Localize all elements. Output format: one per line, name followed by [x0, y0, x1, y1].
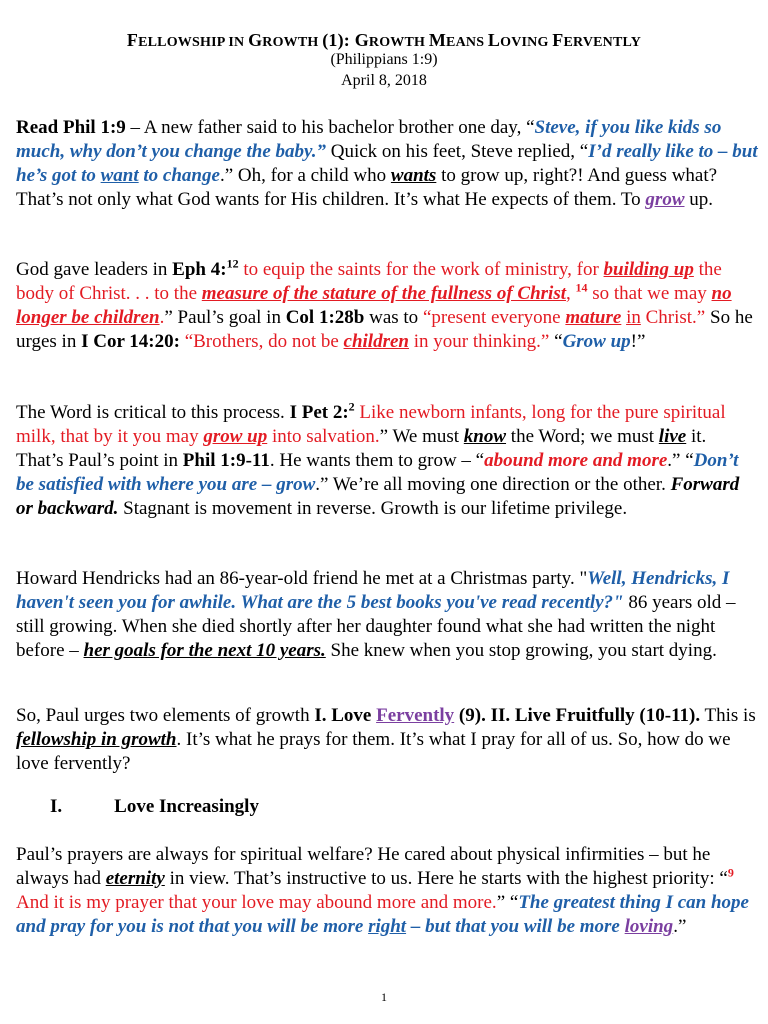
text-run: The Word is critical to this process.: [16, 402, 290, 423]
text-run: Stagnant is movement in reverse. Growth is our lifetime privilege.: [118, 498, 628, 519]
text-run: The greatest thing I can hope and pray for you is not that you will be more: [16, 892, 749, 937]
text-run: Col 1:28b: [285, 307, 365, 328]
paragraph-prayers: [16, 843, 758, 939]
text-run: grow: [645, 189, 685, 210]
text-run: up.: [684, 189, 713, 210]
paragraph-word: [16, 401, 758, 521]
text-run: in view. That’s instructive to us. Here he starts with the highest priority: “: [164, 868, 728, 889]
text-run: Eph 4:: [172, 259, 227, 280]
title-capital: L: [487, 30, 501, 50]
text-run: to grow up, right?! And guess what? That’s not only what God wants for His children. It’s what He expects of them. To: [16, 165, 718, 210]
text-run: 86 years old – still growing. When she died shortly after her daughter found what she had written the night before –: [16, 592, 736, 661]
text-run: 14: [575, 280, 588, 295]
text-run: Christ.”: [640, 307, 706, 328]
text-run: .” Oh, for a child who: [219, 165, 391, 186]
text-run: Paul’s prayers are always for spiritual welfare? He cared about physical infirmities – but he always had: [16, 844, 711, 889]
text-run: into salvation.: [267, 426, 380, 447]
text-run: mature: [565, 307, 622, 328]
section-number: I.: [50, 796, 63, 817]
title-smallcaps: ROWTH: [262, 35, 323, 50]
text-run: to change: [138, 165, 220, 186]
text-run: . It’s what he prays for them. It’s what I pray for all of us. So, how do we love fervently?: [16, 729, 731, 774]
title-capital: G: [354, 30, 369, 50]
title-smallcaps: ROWTH: [368, 35, 429, 50]
paragraph-two-elements: [16, 704, 758, 776]
text-run: measure of the stature of the fullness of Christ: [201, 283, 566, 304]
text-run: so that we may: [587, 283, 712, 304]
text-run: in your thinking.”: [408, 331, 550, 352]
text-run: it. That’s Paul’s point in: [16, 426, 707, 471]
text-run: . He wants them to grow – “: [269, 450, 485, 471]
text-run: I’d really like to – but he’s got to: [16, 141, 758, 186]
paragraph-eph: [16, 258, 758, 354]
text-run: .” We’re all moving one direction or the other.: [315, 474, 671, 495]
text-run: ” We must: [379, 426, 464, 447]
text-run: live: [658, 426, 687, 447]
text-run: to equip the saints for the work of ministry, for: [238, 259, 604, 280]
title-smallcaps: OVING: [500, 35, 553, 50]
text-run: “Brothers, do not be: [179, 331, 344, 352]
text-run: Quick on his feet, Steve replied, “: [326, 141, 589, 162]
sermon-date: April 8, 2018: [341, 72, 427, 89]
title-capital: M: [428, 30, 447, 50]
text-run: wants: [390, 165, 437, 186]
title-capital: F: [126, 30, 139, 50]
text-run: ” Paul’s goal in: [164, 307, 286, 328]
text-run: in: [626, 307, 641, 328]
scripture-reference: (Philippians 1:9): [330, 51, 438, 68]
document-title: [0, 30, 768, 51]
text-run: Read Phil 1:9: [16, 117, 126, 138]
text-run: Grow up: [562, 331, 631, 352]
text-run: the body of Christ. . . to the: [16, 259, 722, 304]
text-run: .” “: [667, 450, 694, 471]
text-run: I Cor 14:20:: [81, 331, 180, 352]
title-capital: (1):: [322, 30, 355, 50]
text-run: was to: [364, 307, 423, 328]
text-run: I Pet 2:: [289, 402, 349, 423]
section-heading: [50, 796, 259, 818]
text-run: 9: [727, 865, 734, 880]
title-smallcaps: ERVENTLY: [563, 35, 642, 50]
text-run: ” “: [496, 892, 519, 913]
text-run: children: [343, 331, 409, 352]
text-run: So he urges in: [16, 307, 753, 352]
text-run: “present everyone: [422, 307, 566, 328]
text-run: Phil 1:9-11: [182, 450, 270, 471]
text-run: So, Paul urges two elements of growth: [16, 705, 315, 726]
text-run: her goals for the next 10 years.: [83, 640, 326, 661]
text-run: This is: [700, 705, 756, 726]
text-run: .: [159, 307, 165, 328]
text-run: know: [463, 426, 507, 447]
text-run: no longer be children: [16, 283, 732, 328]
text-run: And it is my prayer that your love may abound more and more.: [16, 892, 497, 913]
text-run: – A new father said to his bachelor brother one day, “: [125, 117, 535, 138]
text-run: building up: [603, 259, 694, 280]
title-smallcaps: ELLOWSHIP IN: [138, 35, 249, 50]
title-capital: F: [552, 30, 564, 50]
page-number: 1: [381, 990, 387, 1004]
text-run: want: [100, 165, 139, 186]
text-run: (9). II. Live Fruitfully (10-11).: [454, 705, 701, 726]
section-label: Love Increasingly: [114, 796, 259, 817]
text-run: 12: [226, 256, 239, 271]
text-run: abound more and more: [484, 450, 668, 471]
text-run: She knew when you stop growing, you start dying.: [325, 640, 717, 661]
text-run: God gave leaders in: [16, 259, 173, 280]
text-run: ,: [566, 283, 576, 304]
text-run: Howard Hendricks had an 86-year-old friend he met at a Christmas party. ": [16, 568, 588, 589]
text-run: Steve, if you like kids so much, why don’t you change the baby.”: [16, 117, 722, 162]
text-run: Forward or backward.: [16, 474, 740, 519]
text-run: Don’t be satisfied with where you are – grow: [16, 450, 739, 495]
text-run: grow up: [203, 426, 268, 447]
text-run: loving: [624, 916, 674, 937]
text-run: – but that you will be more: [406, 916, 625, 937]
text-run: “: [549, 331, 563, 352]
text-run: 2: [348, 399, 355, 414]
text-run: !”: [630, 331, 646, 352]
text-run: fellowship in growth: [16, 729, 177, 750]
text-run: right: [368, 916, 407, 937]
title-smallcaps: EANS: [446, 35, 488, 50]
text-run: .”: [673, 916, 687, 937]
text-run: I. Love: [314, 705, 377, 726]
text-run: Well, Hendricks, I haven't seen you for awhile. What are the 5 best books you've read recently?": [16, 568, 730, 613]
text-run: the Word; we must: [506, 426, 659, 447]
text-run: eternity: [105, 868, 165, 889]
title-capital: G: [248, 30, 263, 50]
paragraph-hendricks: [16, 567, 758, 663]
paragraph-intro: [16, 116, 758, 212]
text-run: Like newborn infants, long for the pure spiritual milk, that by it you may: [16, 402, 726, 447]
text-run: Fervently: [376, 705, 455, 726]
